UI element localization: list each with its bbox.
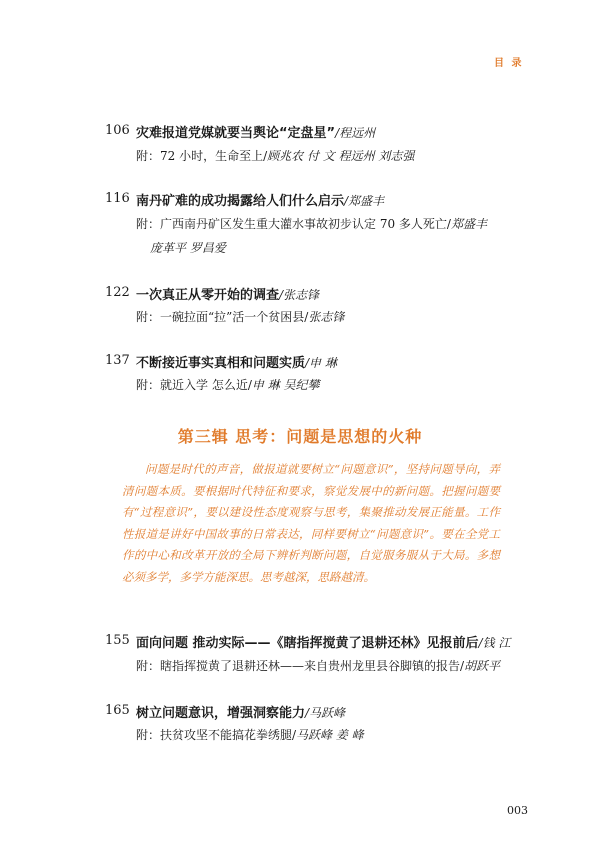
- section-intro: 问题是时代的声音，做报道就要树立“问题意识”，坚持问题导向，弄清问题本质。要根据时代特征和要求，察觉发展中的新问题。把握问题要有“过程意识”，要以建设性态度观察与思考，集聚推动发展正能量。工作性报道是讲好中国故事的日常表达，同样要树立“问题意识”。要在全党工作的中心和改革开放的全局下辨析判断问题，自觉服务服从于大局。多想必须多学，多学方能深思。思考越深，思路越清。: [122, 462, 500, 584]
- page-number: 003: [507, 804, 528, 817]
- entry-attachment[interactable]: [136, 147, 414, 164]
- entry-attachment[interactable]: [136, 657, 500, 674]
- entry-title[interactable]: [136, 122, 375, 141]
- entry-attachment-continued: [150, 239, 226, 256]
- attachment-title: 附：就近入学 怎么近/: [136, 378, 252, 392]
- attachment-authors: 庞革平 罗昌爱: [150, 241, 226, 255]
- entry-title-text: 面向问题 推动实际——《瞎指挥搅黄了退耕还林》见报前后: [136, 636, 479, 651]
- section-title: 第三辑 思考：问题是思想的火种: [177, 427, 423, 446]
- entry-author: /钱 江: [478, 636, 511, 650]
- entry-page-number: 155: [105, 633, 130, 648]
- entry-author: /申 琳: [305, 356, 337, 370]
- running-header: 目 录: [494, 58, 524, 69]
- attachment-title: 附：扶贫攻坚不能搞花拳绣腿/: [136, 728, 297, 742]
- attachment-authors: 马跃峰 姜 峰: [296, 728, 364, 742]
- entry-title-text: 树立问题意识，增强洞察能力: [136, 706, 306, 721]
- entry-title-text: 一次真正从零开始的调查: [136, 288, 280, 303]
- entry-page-number: 106: [105, 123, 130, 138]
- entry-attachment[interactable]: [136, 726, 364, 743]
- attachment-authors: 申 琳 吴纪攀: [251, 378, 320, 392]
- entry-title-text: 灾难报道党媒就要当舆论“定盘星”: [136, 126, 336, 141]
- entry-title[interactable]: [136, 352, 337, 371]
- attachment-authors: 顾兆农 付 文 程远州 刘志强: [267, 149, 415, 163]
- entry-attachment[interactable]: [136, 376, 320, 393]
- entry-author: /张志锋: [279, 288, 320, 302]
- entry-page-number: 137: [105, 353, 130, 368]
- entry-page-number: 122: [105, 285, 130, 300]
- entry-attachment[interactable]: [136, 308, 344, 325]
- attachment-authors: 张志锋: [308, 310, 345, 324]
- entry-page-number: 116: [105, 191, 130, 206]
- entry-author: /郑盛丰: [344, 194, 385, 208]
- entry-title[interactable]: [136, 702, 345, 721]
- entry-attachment[interactable]: [136, 215, 487, 232]
- entry-author: /程远州: [335, 126, 376, 140]
- entry-author: /马跃峰: [305, 706, 346, 720]
- entry-title-text: 南丹矿难的成功揭露给人们什么启示: [136, 194, 345, 209]
- entry-title[interactable]: [136, 190, 384, 209]
- entry-page-number: 165: [105, 703, 130, 718]
- attachment-title: 附：广西南丹矿区发生重大灌水事故初步认定 70 多人死亡/: [136, 217, 451, 231]
- attachment-title: 附：瞎指挥搅黄了退耕还林——来自贵州龙里县谷脚镇的报告/: [136, 659, 465, 673]
- entry-title-text: 不断接近事实真相和问题实质: [136, 356, 306, 371]
- entry-title[interactable]: [136, 632, 510, 651]
- attachment-authors: 胡跃平: [464, 659, 501, 673]
- entry-title[interactable]: [136, 284, 319, 303]
- attachment-authors: 郑盛丰: [450, 217, 487, 231]
- attachment-title: 附：一碗拉面“拉”活一个贫困县/: [136, 310, 309, 324]
- attachment-title: 附：72 小时，生命至上/: [136, 149, 268, 163]
